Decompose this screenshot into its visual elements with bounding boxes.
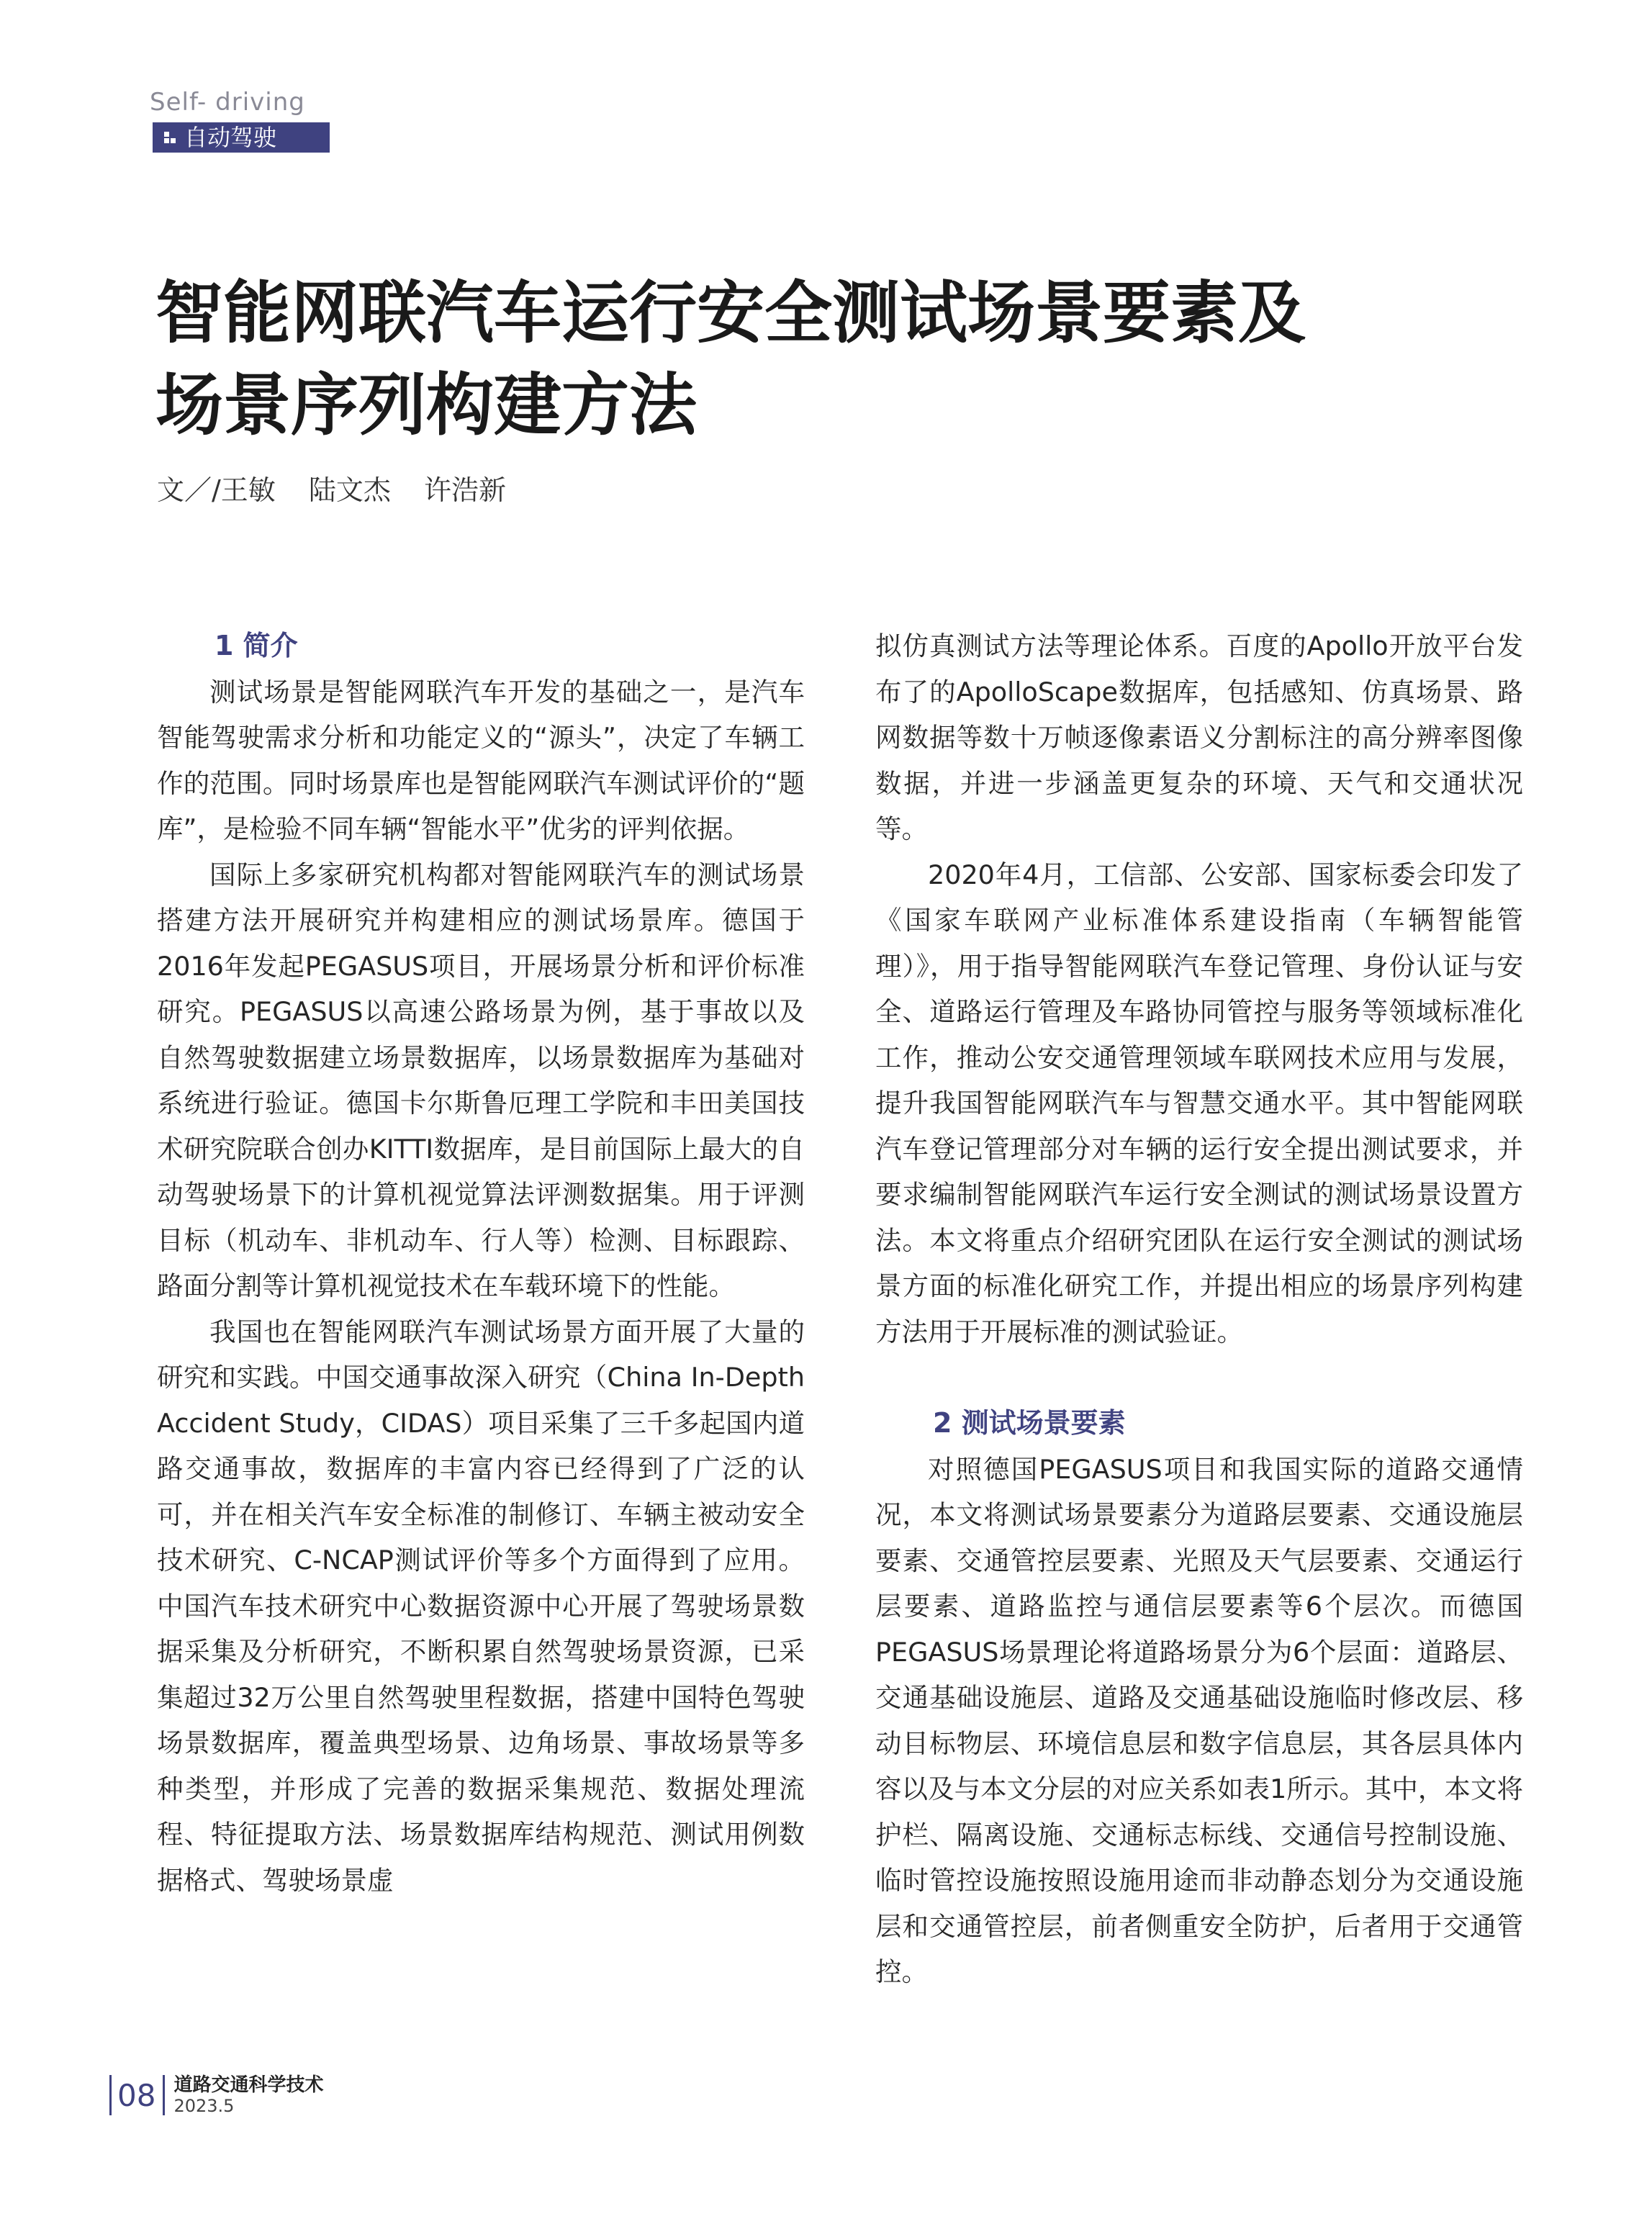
byline xyxy=(157,468,531,507)
footer-divider xyxy=(163,2075,165,2115)
journal-info xyxy=(173,2076,323,2115)
journal-issue: 2023.5 xyxy=(173,2096,235,2116)
section-heading-intro: 1 简介 xyxy=(215,630,298,661)
author-name: 陆文杰 xyxy=(308,474,391,506)
author-name: 许浩新 xyxy=(424,474,507,506)
title-line-1: 智能网联汽车运行安全测试场景要素及 xyxy=(155,274,1306,353)
section-tag-label: 自动驾驶 xyxy=(184,124,277,151)
byline-first-author: 文／/王敏 xyxy=(157,474,276,506)
page-number: 08 xyxy=(117,2077,156,2113)
paragraph: 国际上多家研究机构都对智能网联汽车的测试场景搭建方法开展研究并构建相应的测试场景库。德国于2016年发起PEGASUS项目，开展场景分析和评价标准研究。PEGASUS以高速公路场景为例，基于事故以及自然驾驶数据建立场景数据库，以场景数据库为基础对系统进行验证。德国卡尔斯鲁厄理工学院和丰田美国技术研究院联合创办KITTI数据库，是目前国际上最大的自动驾驶场景下的计算机视觉算法评测数据集。用于评测目标（机动车、非机动车、行人等）检测、目标跟踪、路面分割等计算机视觉技术在车载环境下的性能。 xyxy=(157,859,805,1301)
title-line-2: 场景序列构建方法 xyxy=(155,366,698,445)
journal-name: 道路交通科学技术 xyxy=(173,2074,324,2096)
square-bullet-icon xyxy=(164,132,176,143)
right-column xyxy=(875,623,1523,1995)
paragraph: 我国也在智能网联汽车测试场景方面开展了大量的研究和实践。中国交通事故深入研究（China In-Depth Accident Study，CIDAS）项目采集了三千多起国内道路交通事故，数据库的丰富内容已经得到了广泛的认可，并在相关汽车安全标准的制修订、车辆主被动安全技术研究、C-NCAP测试评价等多个方面得到了应用。中国汽车技术研究中心数据资源中心开展了驾驶场景数据采集及分析研究，不断积累自然驾驶场景资源，已采集超过32万公里自然驾驶里程数据，搭建中国特色驾驶场景数据库，覆盖典型场景、边角场景、事故场景等多种类型，并形成了完善的数据采集规范、数据处理流程、特征提取方法、场景数据库结构规范、测试用例数据格式、驾驶场景虚 xyxy=(157,1316,805,1896)
paragraph: 对照德国PEGASUS项目和我国实际的道路交通情况，本文将测试场景要素分为道路层要素、交通设施层要素、交通管控层要素、光照及天气层要素、交通运行层要素、道路监控与通信层要素等6个层次。而德国PEGASUS场景理论将道路场景分为6个层面：道路层、交通基础设施层、道路及交通基础设施临时修改层、移动目标物层、环境信息层和数字信息层，其各层具体内容以及与本文分层的对应关系如表1所示。其中，本文将护栏、隔离设施、交通标志标线、交通信号控制设施、临时管控设施按照设施用途而非动静态划分为交通设施层和交通管控层，前者侧重安全防护，后者用于交通管控。 xyxy=(875,1453,1523,1987)
section-label-en: Self- driving xyxy=(150,88,305,117)
page-footer xyxy=(109,2073,323,2117)
left-column xyxy=(157,623,805,1903)
article-title xyxy=(155,268,1523,452)
section-heading-elements: 2 测试场景要素 xyxy=(933,1407,1126,1439)
paragraph: 2020年4月，工信部、公安部、国家标委会印发了《国家车联网产业标准体系建设指南（车辆智能管理）》，用于指导智能网联汽车登记管理、身份认证与安全、道路运行管理及车路协同管控与服务等领域标准化工作，推动公安交通管理领域车联网技术应用与发展，提升我国智能网联汽车与智慧交通水平。其中智能网联汽车登记管理部分对车辆的运行安全提出测试要求，并要求编制智能网联汽车运行安全测试的测试场景设置方法。本文将重点介绍研究团队在运行安全测试的测试场景方面的标准化研究工作，并提出相应的场景序列构建方法用于开展标准的测试验证。 xyxy=(875,859,1523,1347)
paragraph-continued: 拟仿真测试方法等理论体系。百度的Apollo开放平台发布了的ApolloScape数据库，包括感知、仿真场景、路网数据等数十万帧逐像素语义分割标注的高分辨率图像数据，并进一步涵盖更复杂的环境、天气和交通状况等。 xyxy=(875,630,1523,844)
paragraph: 测试场景是智能网联汽车开发的基础之一，是汽车智能驾驶需求分析和功能定义的“源头”，决定了车辆工作的范围。同时场景库也是智能网联汽车测试评价的“题库”，是检验不同车辆“智能水平”优劣的评判依据。 xyxy=(157,676,805,844)
footer-divider xyxy=(109,2075,112,2115)
section-tag xyxy=(153,122,330,153)
